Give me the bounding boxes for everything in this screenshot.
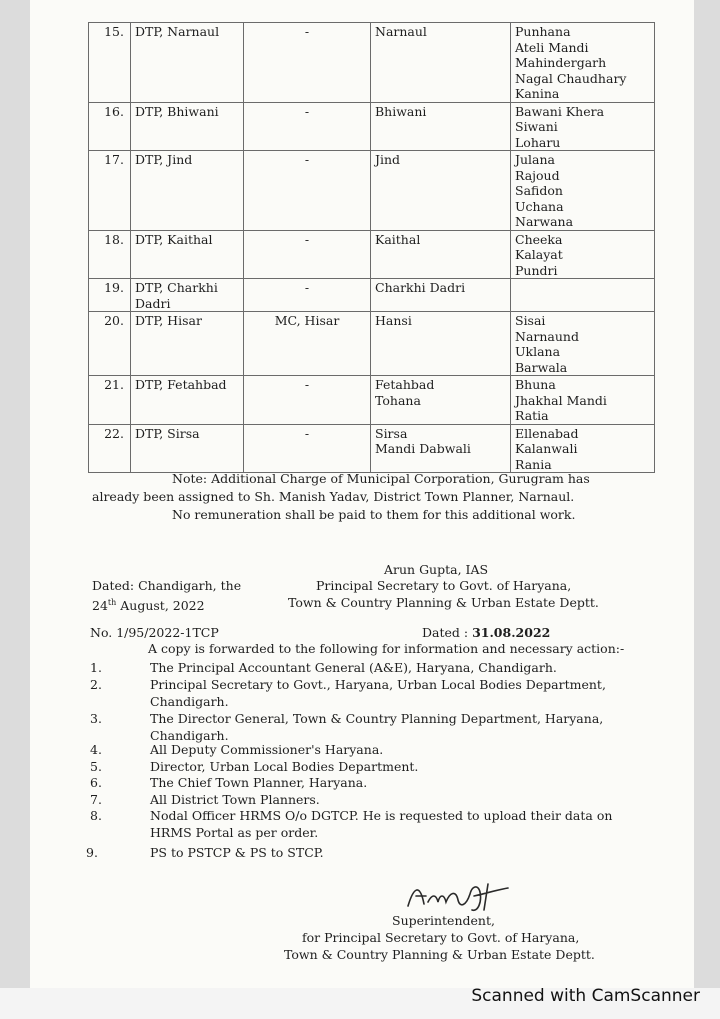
town-name: Ratia (515, 408, 549, 423)
endorsement-intro: A copy is forwarded to the following for information and necessary action:- (148, 641, 625, 656)
recipient-number: 2. (90, 677, 102, 692)
endorsement-number: No. 1/95/2022-1TCP (90, 625, 219, 640)
town-name: Kalanwali (515, 441, 578, 456)
table-row (89, 312, 655, 376)
row-number: 16. (89, 102, 131, 151)
municipal-council-cell: Hansi (371, 312, 511, 376)
endorsement-date: Dated : 31.08.2022 (422, 625, 551, 640)
signatory-designation: Principal Secretary to Govt. of Haryana, (316, 578, 572, 593)
town-name: Punhana (515, 24, 571, 39)
officer-cell: DTP, Charkhi Dadri (131, 279, 244, 312)
municipal-corporation-cell: MC, Hisar (244, 312, 371, 376)
town-name: Loharu (515, 134, 561, 150)
table-row (89, 151, 655, 231)
recipient-text: Chandigarh. (150, 728, 229, 743)
town-name: Siwani (515, 119, 558, 134)
town-name: Julana (515, 152, 556, 167)
recipient-text: Director, Urban Local Bodies Department. (150, 759, 419, 774)
officer-cell: DTP, Fetahbad (131, 376, 244, 425)
town-name: Sisai (515, 313, 546, 328)
town-name: Nagal Chaudhary (515, 70, 627, 86)
town-name: Uchana (515, 198, 564, 214)
recipient-number: 4. (90, 742, 102, 757)
town-name: Kanina (515, 86, 560, 101)
row-number: 15. (89, 23, 131, 103)
town-name: Ellenabad (515, 425, 579, 441)
municipal-corporation-cell: - (244, 424, 371, 473)
note-line-1: Note: Additional Charge of Municipal Corporation, Gurugram has (172, 471, 590, 486)
table-row (89, 23, 655, 103)
recipient-text: HRMS Portal as per order. (150, 825, 319, 840)
officer-cell: DTP, Narnaul (131, 23, 244, 103)
town-name: Kalayat (515, 247, 563, 262)
town-committees-cell (511, 424, 655, 473)
recipient-number: 8. (90, 808, 102, 823)
municipal-corporation-cell: - (244, 279, 371, 312)
municipal-corporation-cell: - (244, 151, 371, 231)
dated-place: Dated: Chandigarh, the (92, 578, 242, 593)
town-name: Pundri (515, 262, 558, 278)
note-line-3: No remuneration shall be paid to them for this additional work. (172, 507, 576, 522)
municipal-council-cell: Narnaul (371, 23, 511, 103)
municipal-corporation-cell: - (244, 376, 371, 425)
town-name: Mahindergarh (515, 55, 607, 70)
town-committees-cell (511, 102, 655, 151)
municipal-council-cell: Kaithal (371, 230, 511, 279)
town-name: Bawani Khera (515, 103, 605, 119)
row-number: 17. (89, 151, 131, 231)
officer-cell: DTP, Sirsa (131, 424, 244, 473)
town-name: Safidon (515, 183, 563, 198)
officer-cell: DTP, Hisar (131, 312, 244, 376)
municipal-corporation-cell: - (244, 102, 371, 151)
recipient-text: Principal Secretary to Govt., Haryana, Urban Local Bodies Department, (150, 677, 606, 692)
recipient-text: PS to PSTCP & PS to STCP. (150, 845, 324, 860)
town-committees-cell (511, 23, 655, 103)
municipal-corporation-cell: - (244, 23, 371, 103)
municipal-council-cell: Fetahbad Tohana (371, 376, 511, 425)
table-row (89, 376, 655, 425)
recipient-text: Chandigarh. (150, 694, 229, 709)
officer-cell: DTP, Kaithal (131, 230, 244, 279)
town-name: Rajoud (515, 167, 560, 183)
signatory-name: Arun Gupta, IAS (384, 562, 489, 577)
row-number: 21. (89, 376, 131, 425)
superintendent-line-1: for Principal Secretary to Govt. of Haryana, (302, 930, 580, 945)
municipal-council-cell: Jind (371, 151, 511, 231)
town-committees-cell (511, 279, 655, 312)
table-row (89, 230, 655, 279)
town-committees-cell (511, 312, 655, 376)
recipient-number: 7. (90, 792, 102, 807)
town-committees-cell (511, 151, 655, 231)
row-number: 20. (89, 312, 131, 376)
recipient-number: 5. (90, 759, 102, 774)
town-name: Cheeka (515, 231, 563, 247)
officer-cell: DTP, Bhiwani (131, 102, 244, 151)
recipient-number: 9. (86, 845, 98, 860)
town-name: Jhakhal Mandi (515, 392, 607, 408)
town-name: Bhuna (515, 377, 556, 392)
recipient-text: The Chief Town Planner, Haryana. (150, 775, 368, 790)
signatory-dept: Town & Country Planning & Urban Estate Deptt. (288, 595, 599, 610)
town-name: Barwala (515, 359, 568, 375)
row-number: 22. (89, 424, 131, 473)
town-name: Rania (515, 456, 552, 472)
recipient-number: 3. (90, 711, 102, 726)
camscanner-watermark: Scanned with CamScanner (471, 986, 700, 1006)
recipient-text: All Deputy Commissioner's Haryana. (150, 742, 384, 757)
municipal-council-cell: Charkhi Dadri (371, 279, 511, 312)
town-committees-cell (511, 376, 655, 425)
officer-cell: DTP, Jind (131, 151, 244, 231)
superintendent-title: Superintendent, (392, 913, 495, 928)
recipient-number: 6. (90, 775, 102, 790)
assignment-table (88, 22, 655, 473)
municipal-council-cell: Bhiwani (371, 102, 511, 151)
table-row (89, 424, 655, 473)
row-number: 18. (89, 230, 131, 279)
dated-date: 24th August, 2022 (92, 598, 205, 614)
row-number: 19. (89, 279, 131, 312)
town-committees-cell (511, 230, 655, 279)
recipient-text: All District Town Planners. (150, 792, 320, 807)
superintendent-line-2: Town & Country Planning & Urban Estate Deptt. (284, 947, 595, 962)
recipient-text: Nodal Officer HRMS O/o DGTCP. He is requested to upload their data on (150, 808, 613, 823)
recipient-number: 1. (90, 660, 102, 675)
town-name: Uklana (515, 344, 561, 359)
municipal-council-cell: Sirsa Mandi Dabwali (371, 424, 511, 473)
table-row (89, 102, 655, 151)
signature-scribble (404, 880, 514, 914)
recipient-text: The Director General, Town & Country Planning Department, Haryana, (150, 711, 604, 726)
recipient-text: The Principal Accountant General (A&E), Haryana, Chandigarh. (150, 660, 557, 675)
municipal-corporation-cell: - (244, 230, 371, 279)
town-name: Ateli Mandi (515, 39, 589, 55)
table-row (89, 279, 655, 312)
note-line-2: already been assigned to Sh. Manish Yadav, District Town Planner, Narnaul. (92, 489, 575, 504)
town-name: Narwana (515, 214, 574, 229)
town-name: Narnaund (515, 328, 579, 344)
